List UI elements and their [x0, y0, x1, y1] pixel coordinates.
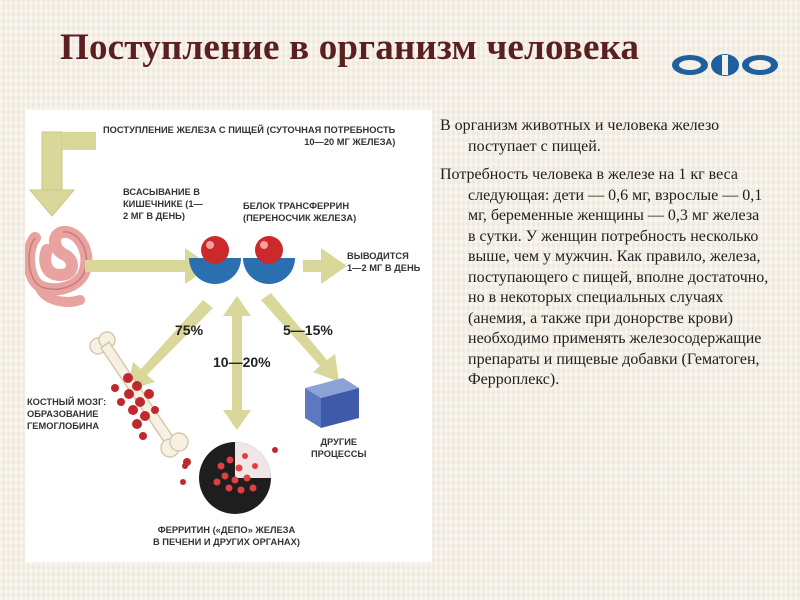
excreted-label: ВЫВОДИТСЯ 1—2 МГ В ДЕНЬ — [347, 251, 421, 273]
ferritin-sphere-icon — [180, 442, 278, 514]
transferrin-spheres-icon — [189, 236, 295, 284]
other-processes-label: ДРУГИЕ ПРОЦЕССЫ — [311, 437, 367, 459]
body-text — [440, 116, 770, 399]
other-processes-box-icon — [305, 378, 359, 428]
absorption-label: ВСАСЫВАНИЕ В КИШЕЧНИКЕ (1— 2 МГ В ДЕНЬ) — [123, 187, 203, 221]
slide-title: Поступление в организм человека — [60, 27, 640, 68]
intestine-icon — [29, 232, 86, 302]
paragraph-intake: В организм животных и человека железо поступает с пищей. — [440, 117, 720, 155]
marrow-arrow — [127, 300, 213, 390]
percent-other: 5—15% — [283, 322, 333, 338]
paragraph-requirement: Потребность человека в железе на 1 кг веса следующая: дети — 0,6 мг, взрослые — 0,1 мг, беременные женщины — 0,3 мг железа в сутки. У женщин потребность несколько выше, чем у мужчин. Как правило, железа, поступающего с пищей, вполне достаточно, но в некоторых специальных случаях (анемия, а также при донорстве крови) необходимо применять железосодержащие препараты и пищевые добавки (Гематоген, Ферроплекс). — [440, 166, 769, 388]
iron-cycle-diagram — [25, 110, 432, 562]
marrow-label: КОСТНЫЙ МОЗГ: ОБРАЗОВАНИЕ ГЕМОГЛОБИНА — [27, 397, 107, 431]
ferritin-label: ФЕРРИТИН («ДЕПО» ЖЕЛЕЗА В ПЕЧЕНИ И ДРУГИХ ОРГАНАХ) — [153, 525, 300, 547]
transferrin-label: БЕЛОК ТРАНСФЕРРИН (ПЕРЕНОСЧИК ЖЕЛЕЗА) — [243, 201, 357, 223]
excretion-arrow — [303, 248, 347, 284]
percent-marrow: 75% — [175, 322, 204, 338]
bone-icon — [90, 332, 188, 457]
intake-bar-arrow — [62, 132, 96, 150]
percent-ferritin: 10—20% — [213, 354, 271, 370]
intake-label: ПОСТУПЛЕНИЕ ЖЕЛЕЗА С ПИЩЕЙ (СУТОЧНАЯ ПОТРЕБНОСТЬ 10—20 МГ ЖЕЛЕЗА) — [103, 125, 396, 147]
publisher-logo-icon — [670, 52, 780, 78]
diagram-graphics — [25, 110, 432, 562]
